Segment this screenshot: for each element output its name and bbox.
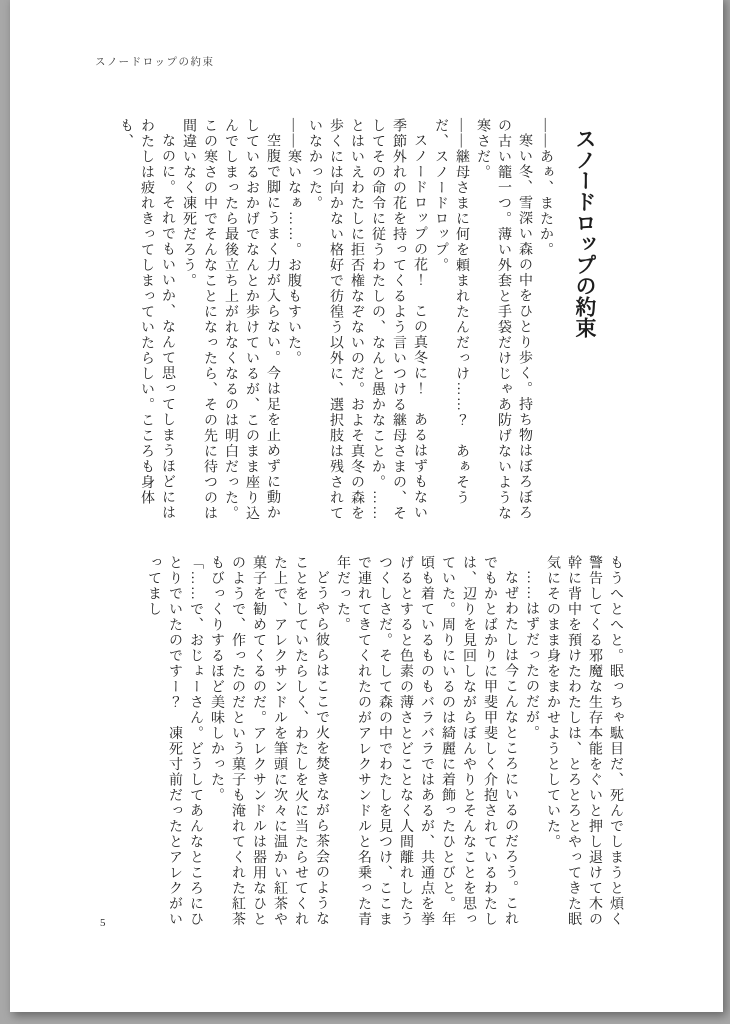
paragraph: ——寒いなぁ……。お腹もすいた。 <box>286 118 301 366</box>
text-block-upper <box>90 118 626 526</box>
paragraph: 空腹で脚にうまく力が入らない。今は足を止めずに動かしているおかげでなんとか歩けているが、このまま座り込んでしまったら最後立ち上がれなくなるのは明白だった。この寒さの中でそんなことになったら、その先に待つのは間違いなく凍死だろう。 <box>181 118 280 521</box>
text-block-lower <box>90 555 626 931</box>
paragraph: なぜわたしは今こんなところにいるのだろう。これでもかとばかりに甲斐甲斐しく介抱されているわたしは、辺りを見回しながらぼんやりとそんなことを思っていた。周りにいるのは綺麗に着飾ったひとびと。年頃も着ているものもバラバラではあるが、共通点を挙げるとすると色素の薄さとどことなく人間離れしたうつくしさだ。そして森の中でわたしを見つけ、ここまで連れてきてくれたのがアレクサンドルと名乗った青年だった。 <box>335 555 518 927</box>
paragraph: 「……で、おじょーさん。どうしてあんなところにひとりでいたのですー？ 凍死寸前だったとアレクがいってまし <box>146 555 203 927</box>
paragraph: どうやら彼らはここで火を焚きながら茶会のようなことをしていたらしく、わたしを火に当たらせてくれた上で、アレクサンドルを筆頭に次々に温かい紅茶や菓子を勧めてくるのだ。アレクサンドルは器用なひとのようで、作ったのだという菓子も淹れてくれた紅茶もびっくりするほど美味しかった。 <box>209 555 329 927</box>
paragraph: もうへとへと。眠っちゃ駄目だ、死んでしまうと煩く警告してくる邪魔な生存本能をぐいと押し退けて木の幹に背中を預けたわたしは、とろとろとやってきた眠気にそのまま身をまかせようとしていた。 <box>545 555 623 927</box>
running-header: スノードロップの約束 <box>95 57 215 68</box>
page-number: 5 <box>100 917 106 929</box>
paragraph: ——継母さまに何を頼まれたんだっけ……？ あぁそうだ、スノードロップ。 <box>433 118 469 506</box>
paragraph: なのに。それでもいいか、なんて思ってしまうほどにはわたしは疲れきってしまっていたらしい。こころも身体も、 <box>118 118 175 521</box>
paragraph: 寒い冬、雪深い森の中をひとり歩く。持ち物はぼろぼろの古い籠一つ。薄い外套と手袋だけじゃあ防げないような寒さだ。 <box>475 118 532 521</box>
story-title: スノードロップの約束 <box>573 128 597 338</box>
paragraph: スノードロップの花！ この真冬に！ あるはずもない季節外れの花を持ってくるよう言いつける継母さまの、そしてその命令に従うわたしの、なんと愚かなことか。……とはいえわたしに拒否権なぞないのだ。およそ真冬の森を歩くには向かない格好で彷徨う以外に、選択肢は残されていなかった。 <box>307 118 427 521</box>
paragraph: ……はずだったのだが。 <box>524 570 539 741</box>
book-page <box>10 0 723 1012</box>
paragraph: ——あぁ、またか。 <box>538 118 553 258</box>
